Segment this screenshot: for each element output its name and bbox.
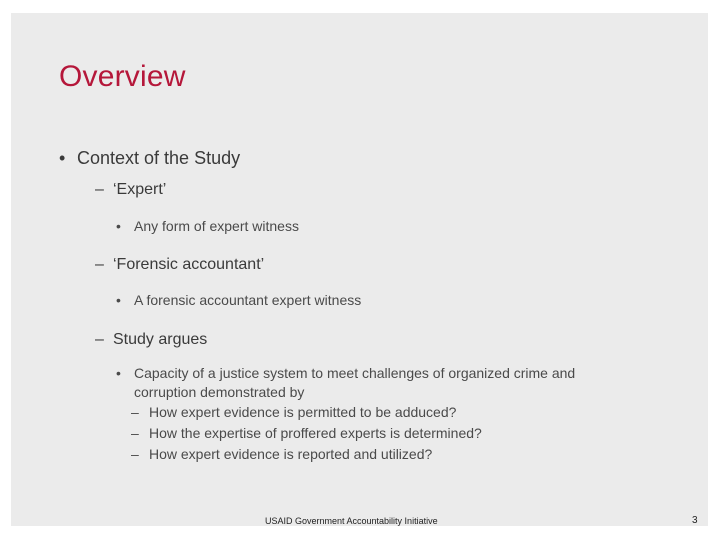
subbullet-text: ‘Expert’ (113, 181, 167, 198)
subbullet-text: Study argues (113, 331, 208, 348)
dash-marker: – (131, 425, 139, 441)
bullet-context-of-study (59, 148, 240, 169)
question-adduced (131, 404, 456, 420)
dash-marker: – (95, 256, 104, 273)
dash-marker: – (131, 404, 139, 420)
detail-text: Capacity of a justice system to meet challenges of organized crime and (134, 365, 576, 381)
page-number: 3 (692, 515, 698, 526)
slide-title: Overview (59, 60, 186, 93)
dash-marker: – (131, 446, 139, 462)
detail-text: Any form of expert witness (134, 218, 299, 234)
detail-any-form (116, 218, 299, 234)
subbullet-forensic-accountant (95, 256, 264, 274)
detail-capacity-continued (134, 384, 304, 400)
question-text: How the expertise of proffered experts is determined? (149, 425, 482, 441)
question-text: How expert evidence is reported and utilized? (149, 446, 433, 462)
detail-text: corruption demonstrated by (134, 384, 305, 400)
bullet-marker: • (59, 148, 66, 168)
subbullet-expert (95, 181, 166, 199)
subbullet-text: ‘Forensic accountant’ (113, 256, 265, 273)
question-expertise (131, 425, 482, 441)
question-text: How expert evidence is permitted to be adduced? (149, 404, 457, 420)
bullet-text: Context of the Study (77, 148, 241, 168)
bullet-marker: • (116, 292, 121, 308)
detail-forensic-witness (116, 292, 361, 308)
bullet-marker: • (116, 365, 121, 381)
dash-marker: – (95, 181, 104, 198)
dash-marker: – (95, 331, 104, 348)
bullet-marker: • (116, 218, 121, 234)
detail-capacity (116, 365, 575, 381)
subbullet-study-argues (95, 331, 207, 349)
footer-label: USAID Government Accountability Initiative (265, 516, 438, 526)
detail-text: A forensic accountant expert witness (134, 292, 362, 308)
question-reported (131, 446, 432, 462)
